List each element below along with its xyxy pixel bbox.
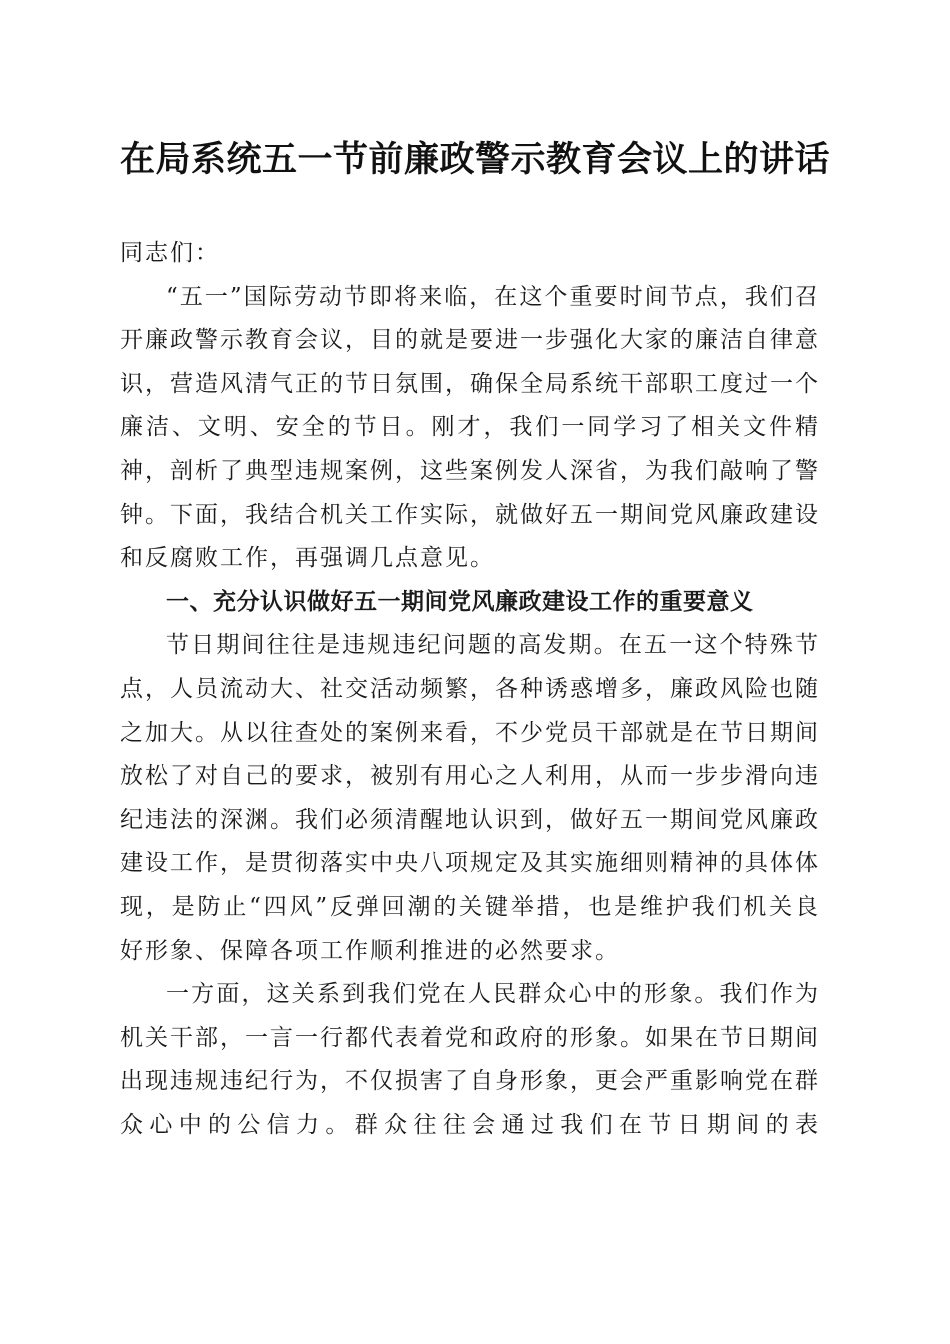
section-heading-1: 一、充分认识做好五一期间党风廉政建设工作的重要意义 xyxy=(166,588,754,615)
section-1-paragraph-2: 一方面，这关系到我们党在人民群众心中的形象。我们作为机关干部，一言一行都代表着党和政府的形象。如果在节日期间出现违规违纪行为，不仅损害了自身形象，更会严重影响党在群众心中的公信力。群众往往会通过我们在节日期间的表 xyxy=(120,981,820,1138)
intro-paragraph: “五一”国际劳动节即将来临，在这个重要时间节点，我们召开廉政警示教育会议，目的就是要进一步强化大家的廉洁自律意识，营造风清气正的节日氛围，确保全局系统干部职工度过一个廉洁、文明、安全的节日。刚才，我们一同学习了相关文件精神，剖析了典型违规案例，这些案例发人深省，为我们敲响了警钟。下面，我结合机关工作实际，就做好五一期间党风廉政建设和反腐败工作，再强调几点意见。 xyxy=(120,283,820,572)
document-body xyxy=(120,276,820,1148)
section-1-paragraph-1: 节日期间往往是违规违纪问题的高发期。在五一这个特殊节点，人员流动大、社交活动频繁，各种诱惑增多，廉政风险也随之加大。从以往查处的案例来看，不少党员干部就是在节日期间放松了对自己的要求，被别有用心之人利用，从而一步步滑向违纪违法的深渊。我们必须清醒地认识到，做好五一期间党风廉政建设工作，是贯彻落实中央八项规定及其实施细则精神的具体体现，是防止“四风”反弹回潮的关键举措，也是维护我们机关良好形象、保障各项工作顺利推进的必然要求。 xyxy=(120,632,820,964)
salutation: 同志们： xyxy=(120,240,220,266)
document-title: 在局系统五一节前廉政警示教育会议上的讲话 xyxy=(120,139,831,180)
